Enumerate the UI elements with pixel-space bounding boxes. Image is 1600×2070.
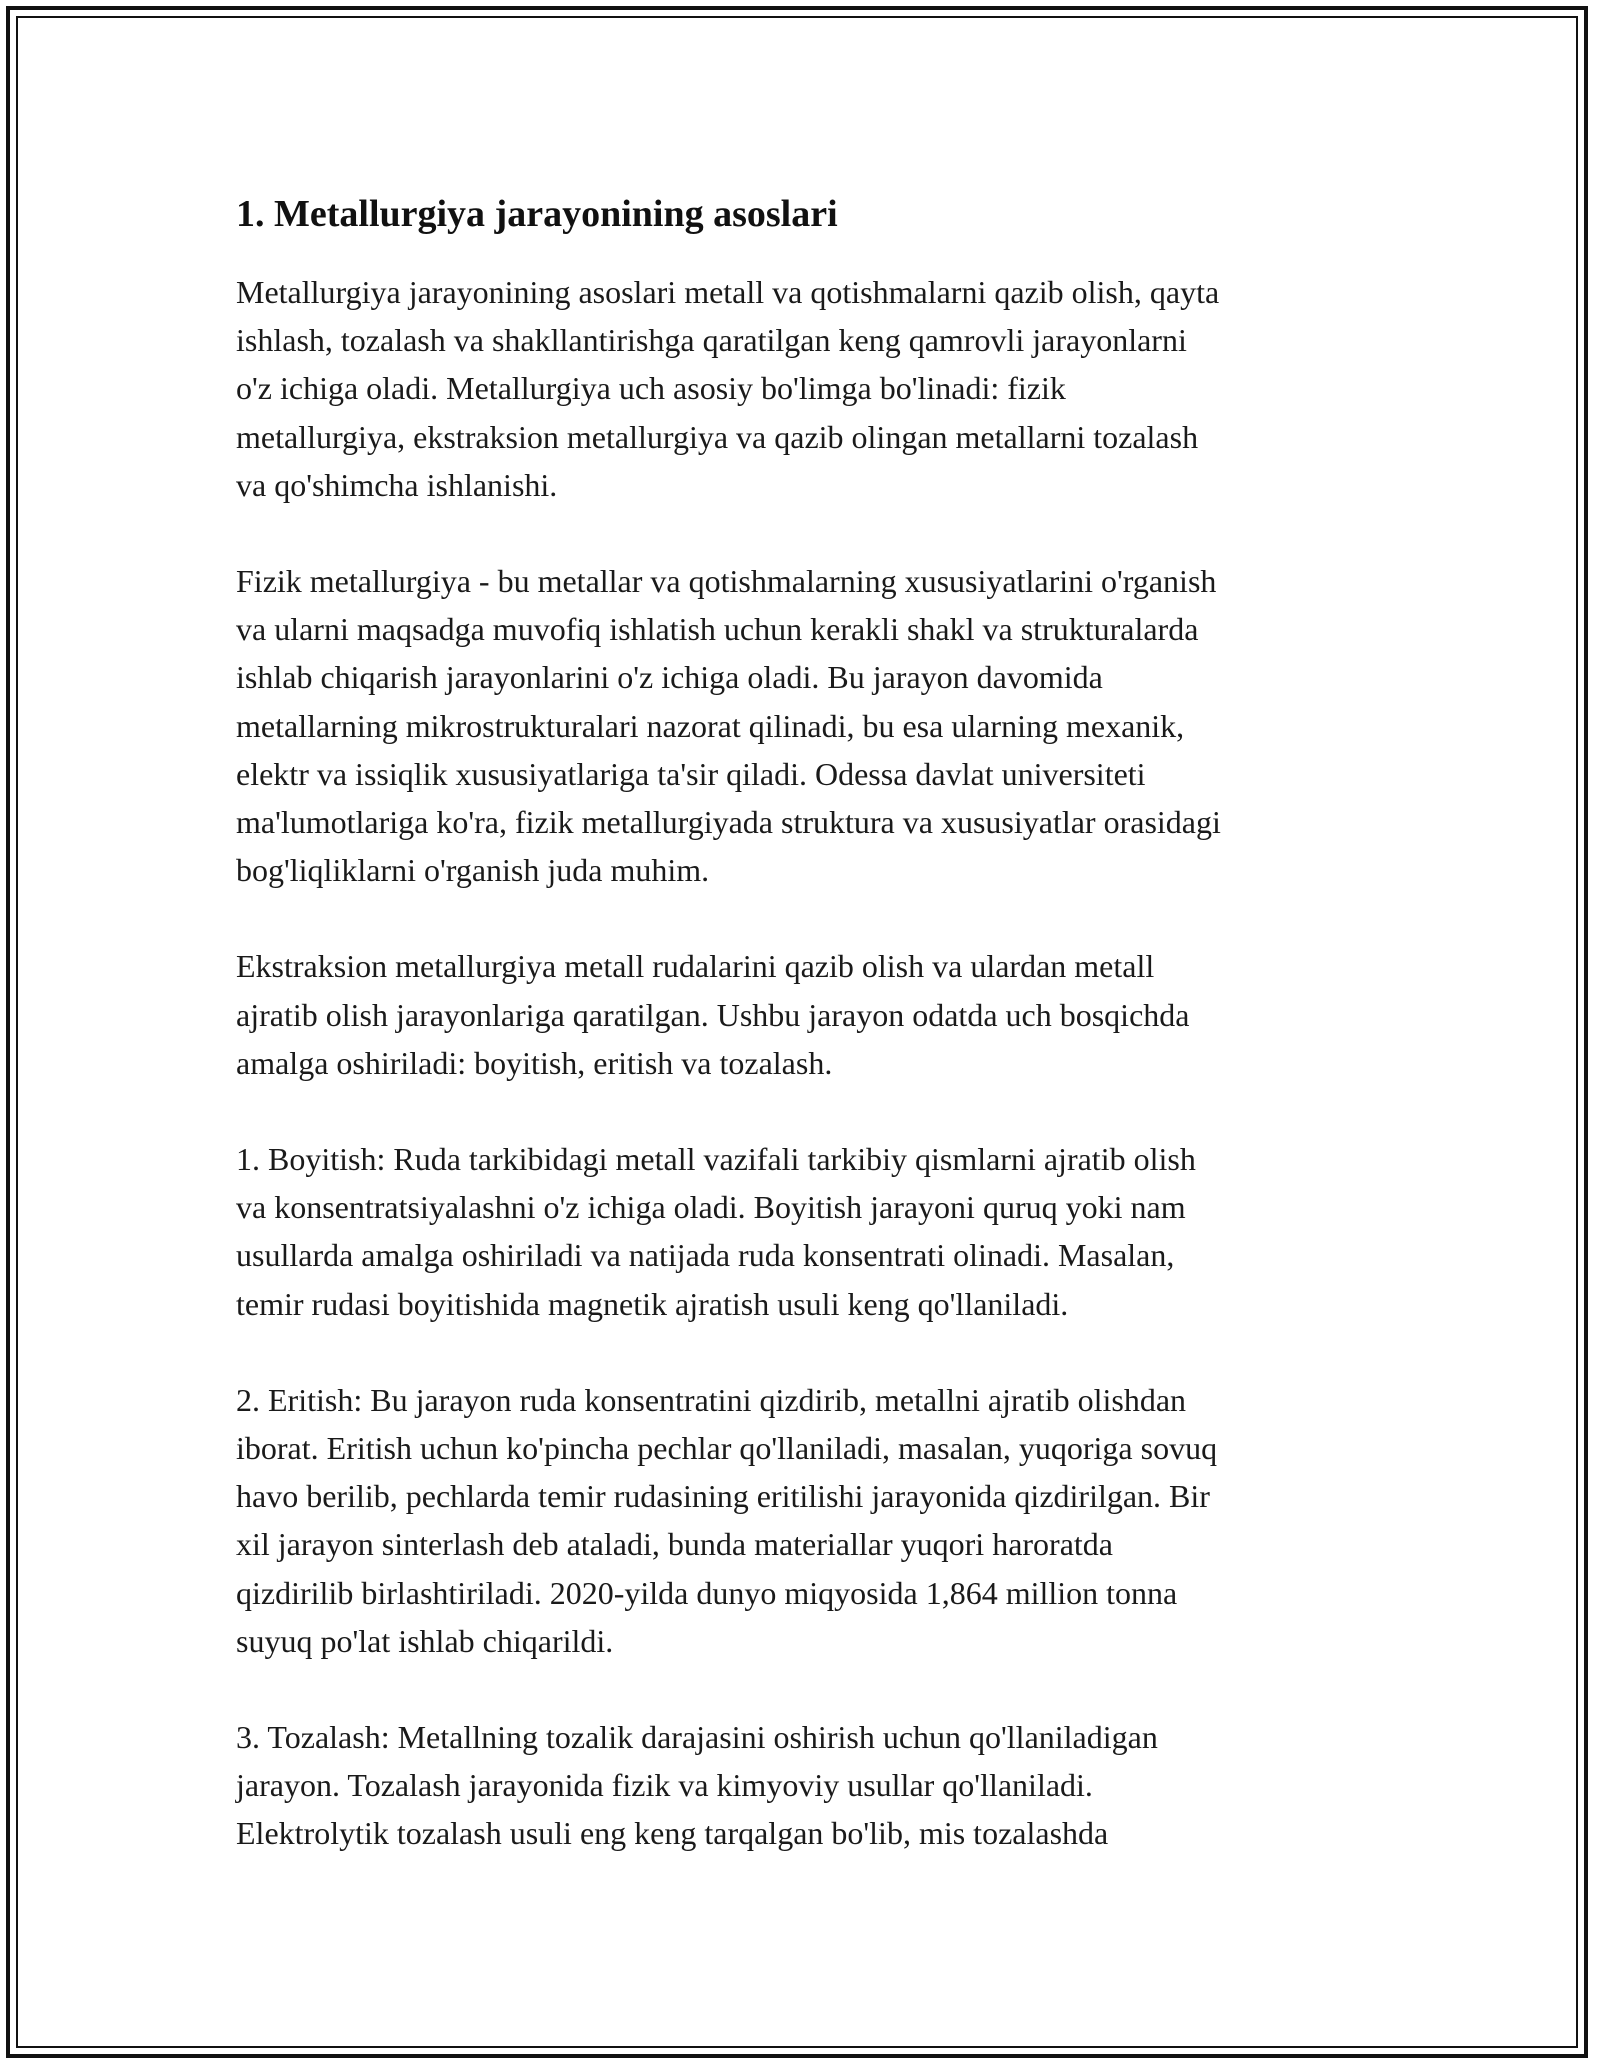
- paragraph: [236, 1135, 1376, 1328]
- text-line: o'z ichiga oladi. Metallurgiya uch asosiy bo'limga bo'linadi: fizik: [236, 370, 1066, 407]
- text-line: ma'lumotlariga ko'ra, fizik metallurgiyada struktura va xususiyatlar orasidagi: [236, 804, 1221, 841]
- text-line: metallarning mikrostrukturalari nazorat qilinadi, bu esa ularning mexanik,: [236, 707, 1185, 744]
- paragraph: [236, 268, 1376, 509]
- text-line: iborat. Eritish uchun ko'pincha pechlar qo'llaniladi, masalan, yuqoriga sovuq: [236, 1430, 1218, 1467]
- text-line: 2. Eritish: Bu jarayon ruda konsentratini qizdirib, metallni ajratib olishdan: [236, 1381, 1187, 1418]
- text-line: 3. Tozalash: Metallning tozalik darajasini oshirish uchun qo'llaniladigan: [236, 1719, 1158, 1756]
- text-line: va konsentratsiyalashni o'z ichiga oladi. Boyitish jarayoni quruq yoki nam: [236, 1189, 1186, 1226]
- paragraph: [236, 942, 1376, 1087]
- paragraph-list: [236, 268, 1376, 1858]
- text-line: Ekstraksion metallurgiya metall rudalarini qazib olish va ulardan metall: [236, 948, 1155, 985]
- text-line: temir rudasi boyitishida magnetik ajratish usuli keng qo'llaniladi.: [236, 1285, 1069, 1322]
- text-line: ishlab chiqarish jarayonlarini o'z ichiga oladi. Bu jarayon davomida: [236, 659, 1103, 696]
- paragraph: [236, 557, 1376, 894]
- text-line: elektr va issiqlik xususiyatlariga ta'sir qiladi. Odessa davlat universiteti: [236, 755, 1146, 792]
- text-line: ajratib olish jarayonlariga qaratilgan. Ushbu jarayon odatda uch bosqichda: [236, 996, 1190, 1033]
- text-line: qizdirilib birlashtiriladi. 2020-yilda dunyo miqyosida 1,864 million tonna: [236, 1574, 1178, 1611]
- text-line: amalga oshiriladi: boyitish, eritish va tozalash.: [236, 1044, 833, 1081]
- text-line: va qo'shimcha ishlanishi.: [236, 466, 558, 503]
- text-line: ishlash, tozalash va shakllantirishga qaratilgan keng qamrovli jarayonlarni: [236, 322, 1187, 359]
- text-line: Metallurgiya jarayonining asoslari metall va qotishmalarni qazib olish, qayta: [236, 274, 1220, 310]
- document-content: [236, 188, 1376, 1906]
- text-line: havo berilib, pechlarda temir rudasining eritilishi jarayonida qizdirilgan. Bir: [236, 1478, 1210, 1515]
- text-line: Fizik metallurgiya - bu metallar va qotishmalarning xususiyatlarini o'rganish: [236, 563, 1217, 600]
- section-title: 1. Metallurgiya jarayonining asoslari: [236, 193, 838, 235]
- text-line: suyuq po'lat ishlab chiqarildi.: [236, 1622, 614, 1659]
- text-line: va ularni maqsadga muvofiq ishlatish uchun kerakli shakl va strukturalarda: [236, 611, 1199, 648]
- paragraph: [236, 1376, 1376, 1665]
- text-line: jarayon. Tozalash jarayonida fizik va kimyoviy usullar qo'llaniladi.: [236, 1767, 1093, 1804]
- text-line: usullarda amalga oshiriladi va natijada ruda konsentrati olinadi. Masalan,: [236, 1237, 1175, 1274]
- text-line: metallurgiya, ekstraksion metallurgiya va qazib olingan metallarni tozalash: [236, 418, 1199, 455]
- text-line: bog'liqliklarni o'rganish juda muhim.: [236, 852, 710, 889]
- text-line: xil jarayon sinterlash deb ataladi, bunda materiallar yuqori haroratda: [236, 1526, 1113, 1563]
- text-line: 1. Boyitish: Ruda tarkibidagi metall vazifali tarkibiy qismlarni ajratib olish: [236, 1141, 1196, 1178]
- text-line: Elektrolytik tozalash usuli eng keng tarqalgan bo'lib, mis tozalashda: [236, 1815, 1109, 1852]
- paragraph: [236, 1713, 1376, 1858]
